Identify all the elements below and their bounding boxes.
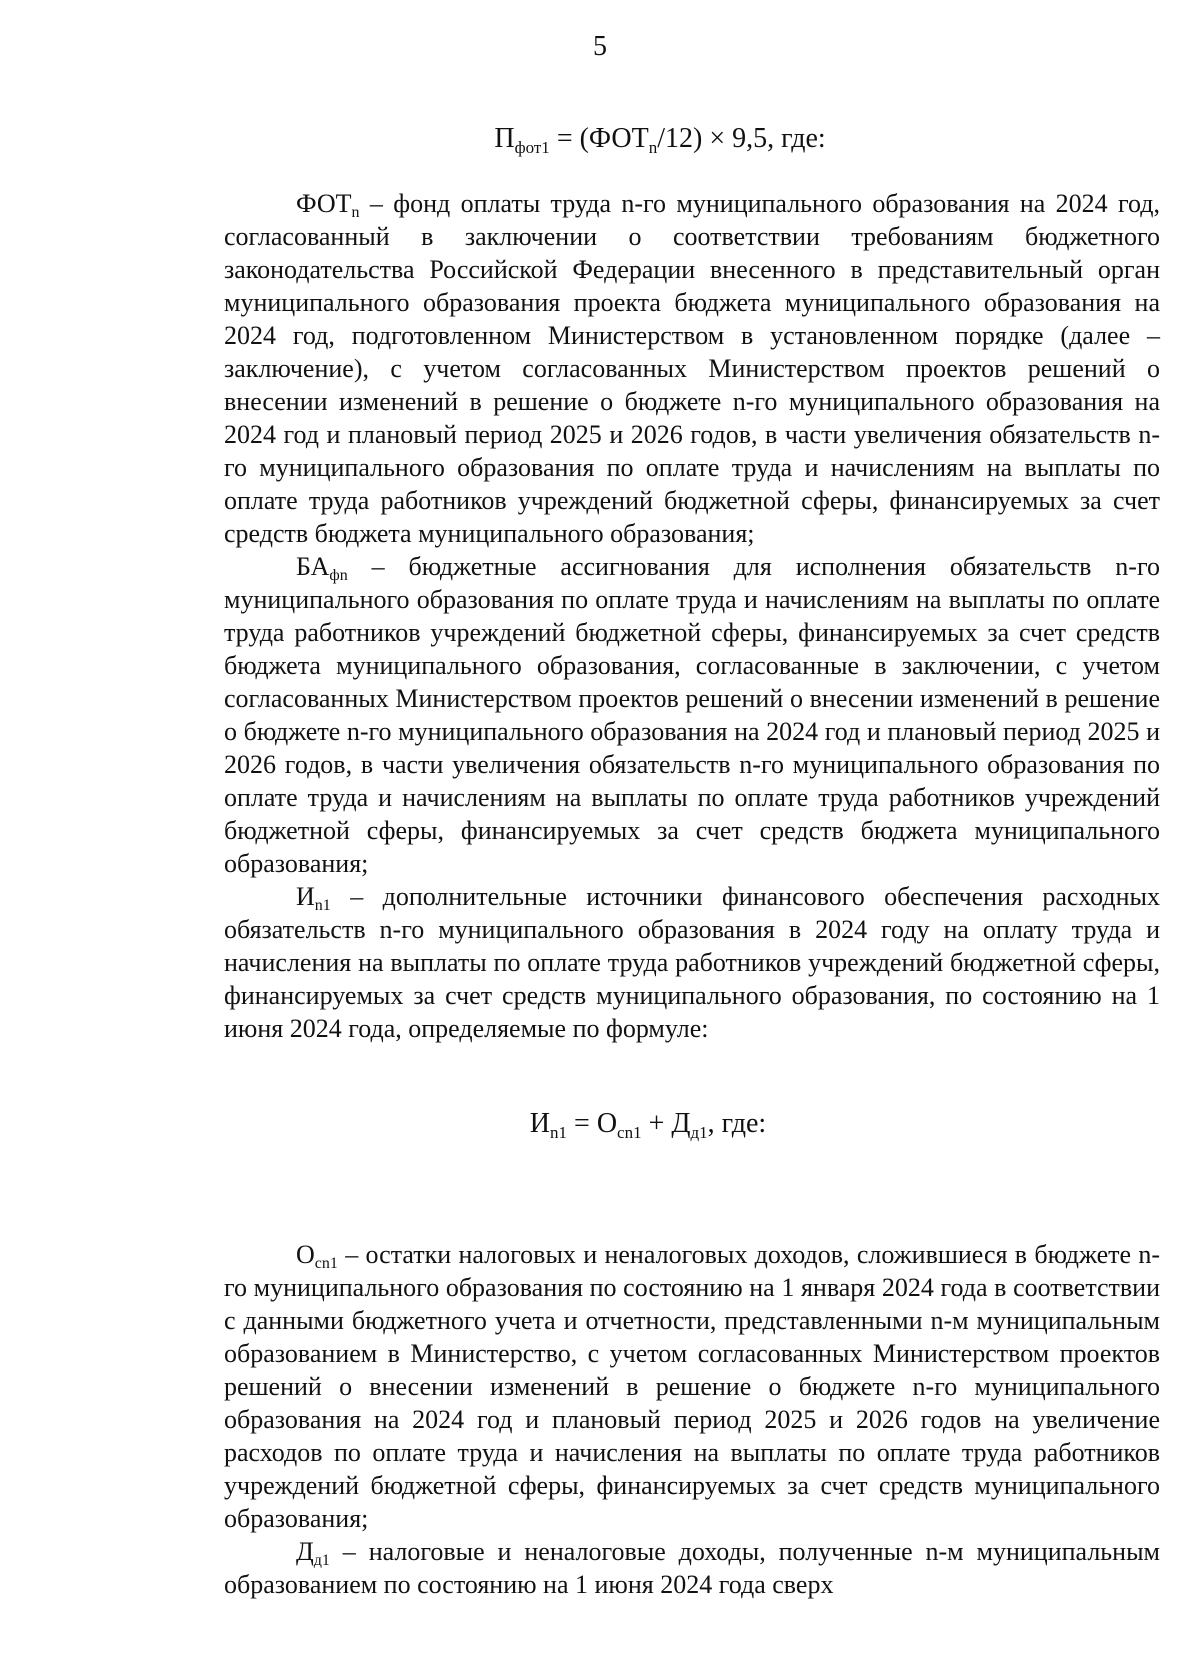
- definition-paragraph: [224, 1238, 1160, 1535]
- definitions-block-1: [224, 187, 1160, 1045]
- formula-sources: [0, 1108, 1200, 1142]
- definition-subscript: n: [351, 204, 360, 221]
- definition-term: О: [296, 1240, 315, 1269]
- definition-term: И: [296, 882, 315, 911]
- definition-paragraph: [224, 550, 1160, 880]
- formula-subscript: д1: [690, 1123, 708, 1142]
- definition-term: БА: [296, 552, 330, 581]
- definition-text: – налоговые и неналоговые доходы, полученные n-м муниципальным образованием по состоянию на 1 июня 2024 года сверх: [224, 1537, 1160, 1599]
- definition-paragraph: [224, 187, 1160, 550]
- definitions-block-2: [224, 1238, 1160, 1601]
- definition-paragraph: [224, 880, 1160, 1045]
- formula-text: + Д: [641, 1108, 691, 1139]
- definition-text: – дополнительные источники финансового обеспечения расходных обязательств n-го муниципального образования в 2024 году на оплату труда и начисления на выплаты по оплате труда работников учреждений бюджетной сферы, финансируемых за счет средств муниципального образования, по состоянию на 1 июня 2024 года, определяемые по формуле:: [224, 882, 1160, 1043]
- formula-text: , где:: [707, 1108, 767, 1139]
- formula-subscript: n1: [550, 1123, 568, 1142]
- definition-paragraph: [224, 1535, 1160, 1601]
- formula-text: = О: [567, 1108, 618, 1139]
- formula-text: = (ФОТ: [549, 123, 649, 154]
- formula-subscript: n: [648, 138, 658, 157]
- definition-subscript: сn1: [314, 1255, 338, 1272]
- formula-text: /12) × 9,5, где:: [657, 123, 826, 154]
- formula-term: И: [529, 1108, 551, 1139]
- definition-term: Д: [296, 1537, 314, 1566]
- definition-text: – остатки налоговых и неналоговых доходов, сложившиеся в бюджете n-го муниципального образования по состоянию на 1 января 2024 года в соответствии с данными бюджетного учета и отчетности, представленными n-м муниципальным образованием в Министерство, с учетом согласованных Министерством проектов решений о внесении изменений в решение о бюджете n-го муниципального образования на 2024 год и плановый период 2025 и 2026 годов на увеличение расходов по оплате труда и начисления на выплаты по оплате труда работников учреждений бюджетной сферы, финансируемых за счет средств муниципального образования;: [224, 1240, 1160, 1533]
- page-number: 5: [593, 31, 607, 62]
- formula-term: П: [494, 123, 515, 154]
- definition-text: – бюджетные ассигнования для исполнения обязательств n-го муниципального образования по оплате труда и начислениям на выплаты по оплате труда работников учреждений бюджетной сферы, финансируемых за счет средств бюджета муниципального образования, согласованные в заключении, с учетом согласованных Министерством проектов решений о внесении изменений в решение о бюджете n-го муниципального образования на 2024 год и плановый период 2025 и 2026 годов, в части увеличения обязательств n-го муниципального образования по оплате труда и начислениям на выплаты по оплате труда работников учреждений бюджетной сферы, финансируемых за счет средств бюджета муниципального образования;: [224, 552, 1160, 878]
- formula-subscript: фот1: [514, 138, 550, 157]
- definition-subscript: n1: [314, 897, 331, 914]
- definition-subscript: д1: [313, 1552, 330, 1569]
- definition-subscript: фn: [329, 567, 348, 584]
- definition-term: ФОТ: [296, 189, 352, 218]
- formula-fot: [0, 123, 1200, 157]
- definition-text: – фонд оплаты труда n-го муниципального образования на 2024 год, согласованный в заключении о соответствии требованиям бюджетного законодательства Российской Федерации внесенного в представительный орган муниципального образования проекта бюджета муниципального образования на 2024 год, подготовленном Министерством в установленном порядке (далее – заключение), с учетом согласованных Министерством проектов решений о внесении изменений в решение о бюджете n-го муниципального образования на 2024 год и плановый период 2025 и 2026 годов, в части увеличения обязательств n-го муниципального образования по оплате труда и начислениям на выплаты по оплате труда работников учреждений бюджетной сферы, финансируемых за счет средств бюджета муниципального образования;: [224, 189, 1160, 548]
- formula-subscript: сn1: [617, 1123, 642, 1142]
